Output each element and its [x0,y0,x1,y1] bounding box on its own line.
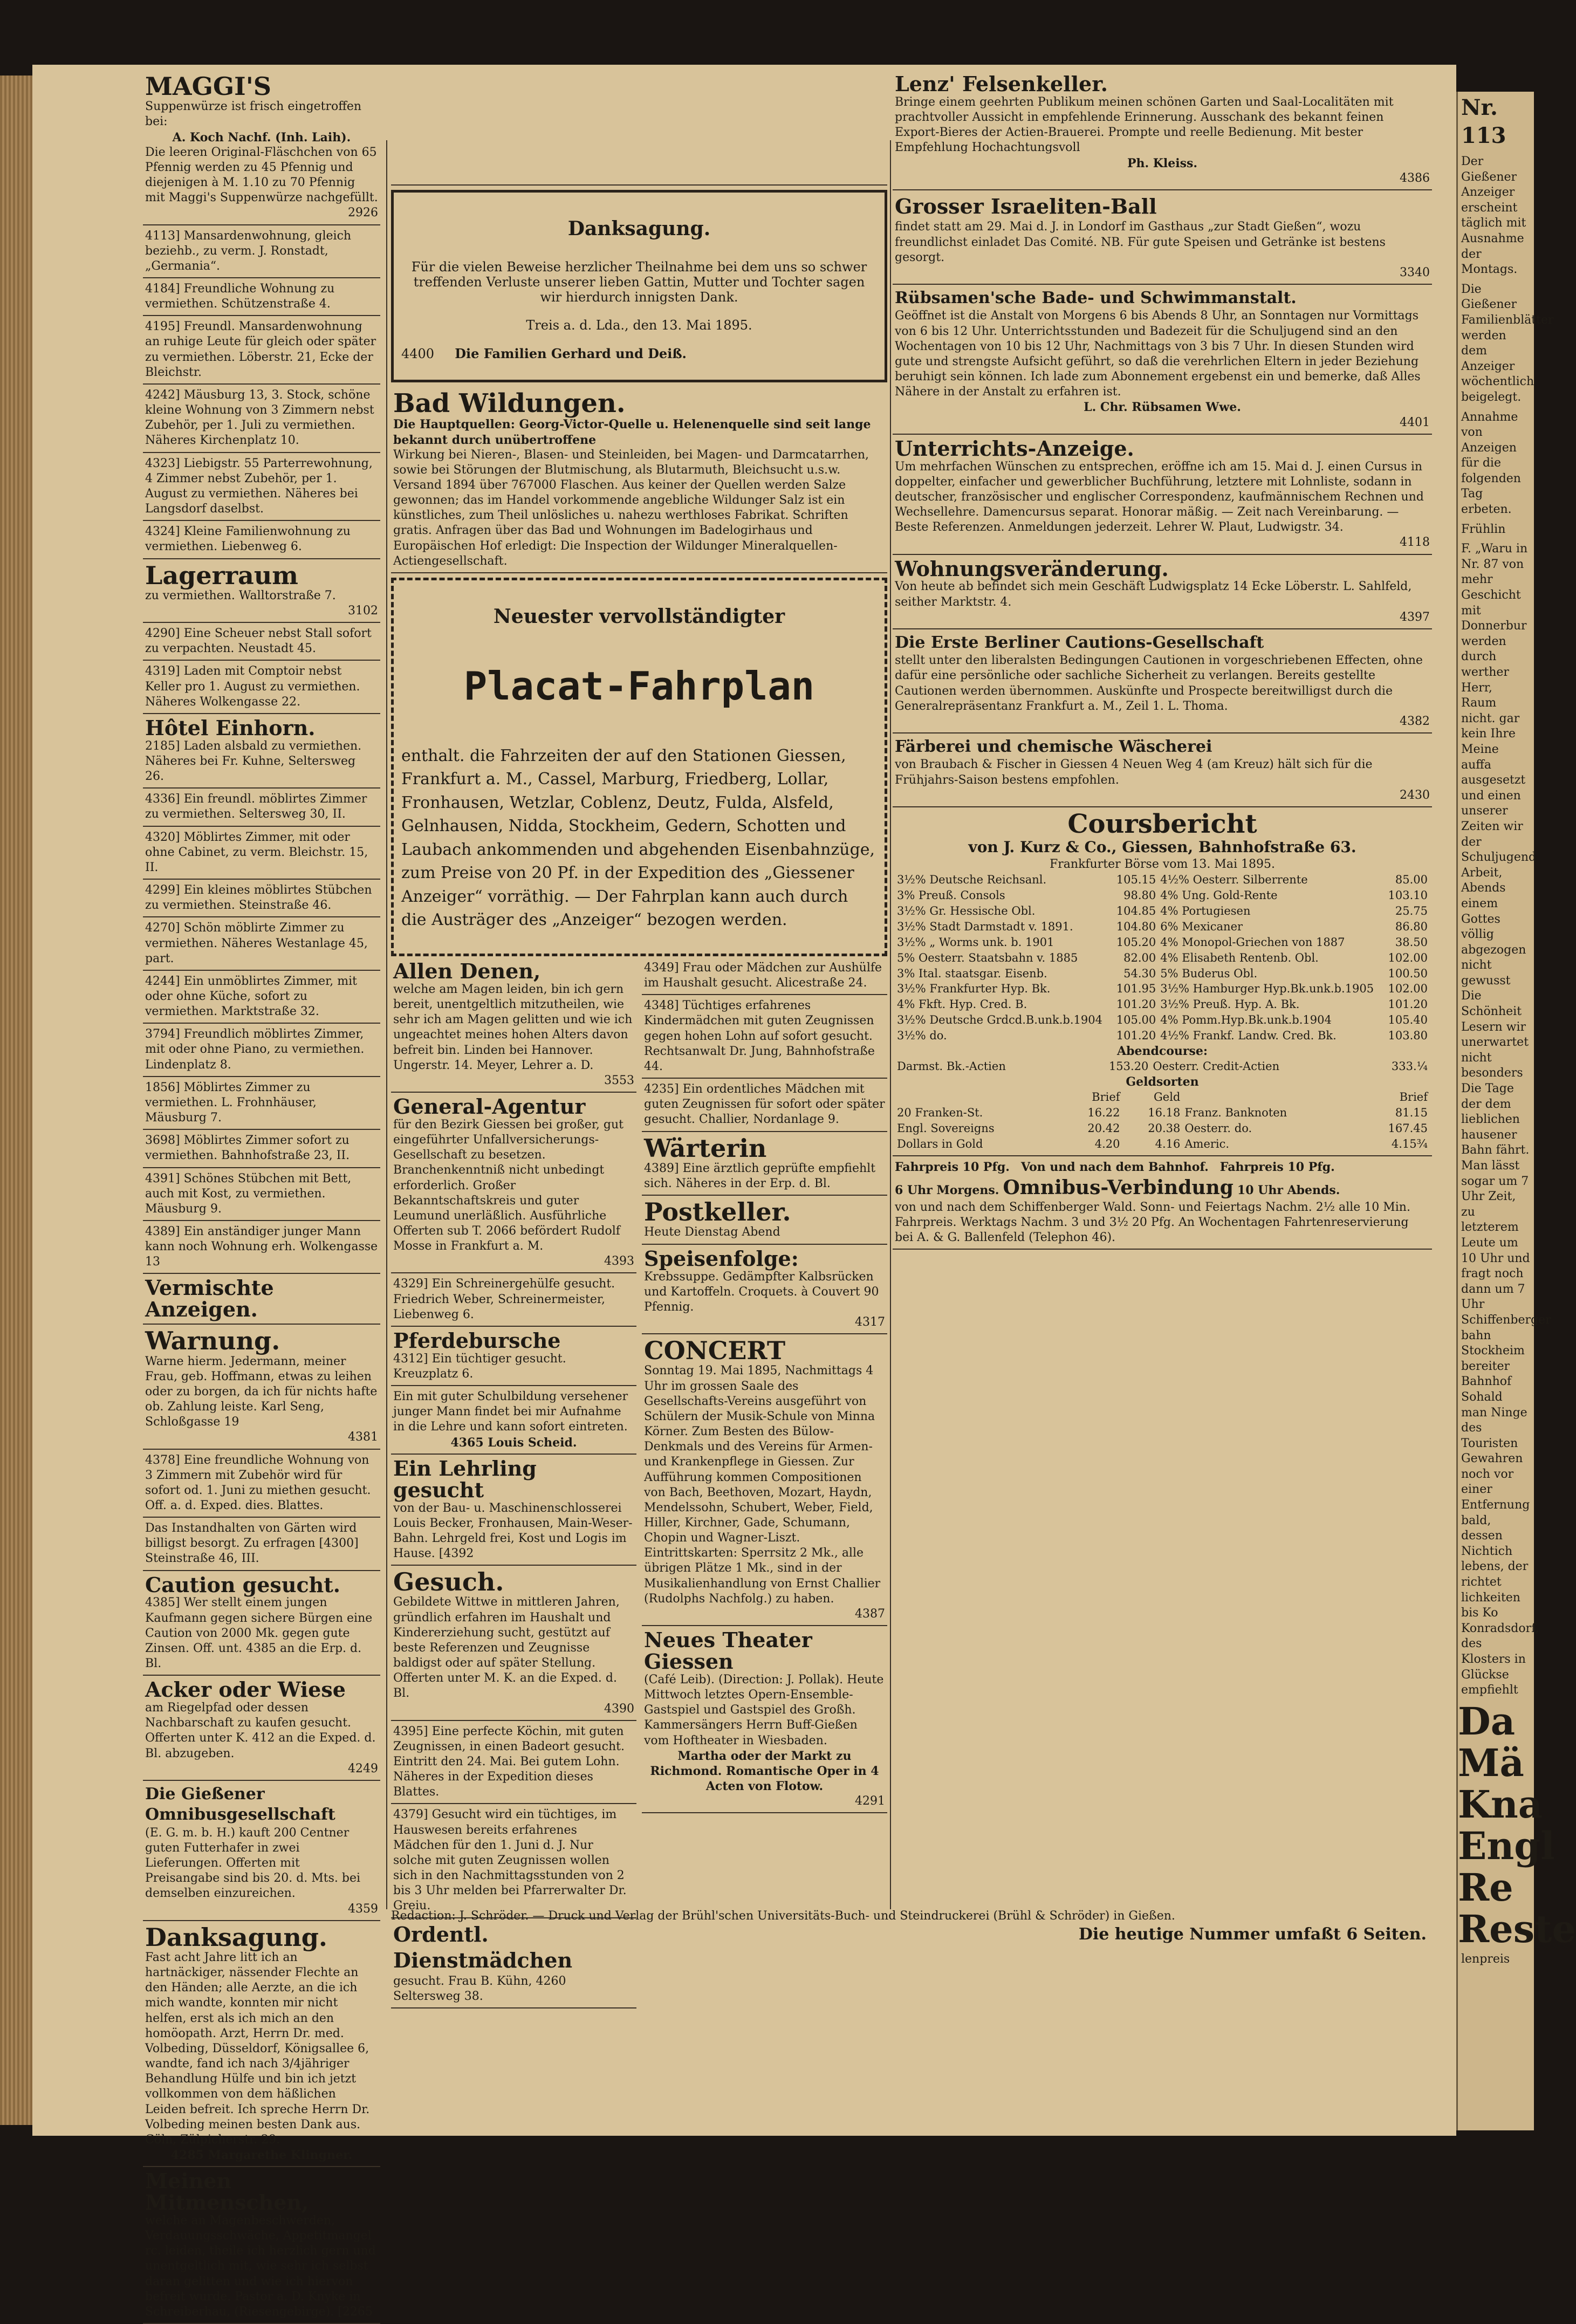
next-page-text: lenpreis [1461,1952,1510,1966]
ad-block [391,957,636,1093]
ad-text: 1856] Möblirtes Zimmer zu vermiethen. L. Frohnhäuser, Mäusburg 7. [145,1080,317,1125]
page-footer [391,1909,1427,1946]
ad-block [143,2167,380,2324]
ad-text: 4195] Freundl. Mansardenwohnung an ruhige Leute für gleich oder später zu vermiethen. Löberstr. 21, Ecke der Bleichstr. [145,320,376,379]
table-cell: 3½% Deutsche Reichsanl. [897,873,1047,887]
table-cell: 4% Fkft. Hyp. Cred. B. [897,998,1027,1011]
column-rule [890,140,891,1909]
table-cell: 85.00 [1395,873,1428,887]
ad-block [642,995,887,1079]
ad-text: 4299] Ein kleines möblirtes Stübchen zu vermiethen. Steinstraße 46. [145,883,372,913]
danksagung-num: 4400 [401,346,435,361]
table-row [895,872,1430,888]
table-row [895,981,1430,997]
ad-text: welche am Magen leiden, bin ich gern bereit, unentgeltlich mitzutheilen, wie sehr ich am Magen gelitten und wie ich ungeachtet meines hohen Alters davon befreit bin. Linden bei Hannover. Ungerstr. 14. Meyer, Lehrer a. D. [393,982,633,1072]
table-cell: Oesterr. Credit-Actien [1153,1060,1280,1073]
table-cell: 3½% Preuß. Hyp. A. Bk. [1160,998,1300,1011]
table-cell: 101.20 [1116,1029,1156,1043]
next-page-text: Kna [1458,1781,1543,1827]
ad-head: Pferdebursche [393,1328,561,1353]
table-row [895,997,1430,1012]
abend-table [895,1059,1430,1074]
next-page-text: Engl [1458,1823,1555,1868]
ad-block [143,1221,380,1274]
table-cell: 4% Monopol-Griechen von 1887 [1160,935,1345,949]
table-cell: 105.20 [1116,935,1156,949]
ad-text: 3698] Möblirtes Zimmer sofort zu vermiethen. Bahnhofstraße 23, II. [145,1134,350,1163]
course-table [895,872,1430,1044]
next-page-text: Annahme von Anzeigen für die folgenden Tag erbeten. [1461,410,1521,517]
ad-block [143,1077,380,1130]
ad-head: Allen Denen, [393,959,541,983]
omnibus-title: Omnibus-Verbindung [1003,1176,1234,1199]
ad-text: Von heute ab befindet sich mein Geschäft Ludwigsplatz 14 Ecke Löberstr. L. Sahlfeld, seither Marktstr. 4. [895,580,1412,609]
ad-text: 4290] Eine Scheuer nebst Stall sofort zu verpachten. Neustadt 45. [145,627,372,656]
table-cell: 105.00 [1116,1013,1156,1027]
ad-block [143,453,380,522]
ad-block [893,190,1432,285]
ad-head: Unterrichts-Anzeige. [895,436,1134,461]
ad-block [893,285,1432,435]
danksagung-sign: Die Familien Gerhard und Deiß. [455,346,687,361]
table-cell: 4.15¾ [1391,1137,1428,1150]
ad-text: Gebildete Wittwe in mittleren Jahren, gründlich erfahren im Haushalt und Kindererziehung sucht, gestützt auf beste Referenzen und Zeugnisse baldigst oder auf später Stellung. Offerten unter M. K. an die Exped. d. Bl. [393,1595,620,1701]
table-row [895,950,1430,966]
ad-block [893,733,1432,807]
wildungen-ad [391,387,887,573]
ad-head: MAGGI'S [145,72,271,101]
omnibus-right2: 10 Uhr Abends. [1237,1183,1340,1197]
ad-block [642,1626,887,1813]
coursbericht-sub: Frankfurter Börse vom 13. Mai 1895. [1050,858,1275,872]
table-row [895,1012,1430,1028]
ad-num: 4382 [1400,714,1430,728]
table-cell: 3½% Hamburger Hyp.Bk.unk.b.1905 [1160,982,1374,996]
ad-block [143,1325,380,1449]
omnibus-left: Fahrpreis 10 Pfg. [895,1160,1010,1174]
geld-head: Brief [1092,1091,1120,1104]
ad-head: Vermischte Anzeigen. [145,1276,274,1322]
coursbericht-firm: von J. Kurz & Co., Giessen, Bahnhofstraße 63. [968,838,1356,856]
danksagung-title: Danksagung. [567,217,711,240]
table-cell: 81.15 [1395,1106,1428,1119]
ad-text: 4113] Mansardenwohnung, gleich beziehb., zu verm. J. Ronstadt, „Germania“. [145,229,352,273]
table-cell: 3½% Stadt Darmstadt v. 1891. [897,920,1073,933]
ad-head: Speisenfolge: [644,1246,799,1271]
ad-text: Fast acht Jahre litt ich an hartnäckiger, nässender Flechte an den Händen; alle Aerzte, an die ich mich wandte, konnten mir nicht helfen, erst als ich mich an den homöopath. Arzt, Herrn Dr. med. Volbeding, Düsseldorf, Königsallee 6, wandte, fand ich nach 3/4jähriger Behandlung Hülfe und bin ich jetzt vollkommen von dem häßlichen Leiden befreit. Ich spreche Herrn Dr. Volbeding meinen besten Dank aus. Cöln, Zülpicherstr. 29. [145,1950,370,2147]
next-page-text: F. „Waru in Nr. 87 von mehr Geschicht mit Donnerbur werden durch werther Herr, Raum nicht. gar kein Ihre Meine auffa ausgesetzt und einen unserer Zeiten wir der Schuljugend Arbeit, Abends einem Gottes völlig abgezogen nicht gewusst Die Schönheit Lesern wir unerwartet nicht besonders Die Tage der dem lieblichen hausener Bahn fährt. Man lässt sogar um 7 Uhr Zeit, zu letzterem Leute um 10 Uhr und fragt noch dann um 7 Uhr Schiffenberger bahn Stockheim bereiter Bahnhof Sohald man Ninge des Touristen Gewahren noch vor einer Entfernung bald, dessen Nichtich lebens, der richtet lichkeiten bis Ko Konradsdorf, des Klosters in Glückse empfiehlt [1461,542,1551,1697]
table-cell: 4½% Frankf. Landw. Cred. Bk. [1160,1029,1337,1043]
danksagung-box [391,190,887,382]
ad-sub: Ph. Kleiss. [1127,156,1198,170]
ad-text: 4336] Ein freundl. möblirtes Zimmer zu vermiethen. Seltersweg 30, II. [145,792,367,821]
ad-num: 4291 [855,1794,885,1808]
ad-num: 4381 [348,1430,378,1444]
ad-text: 4184] Freundliche Wohnung zu vermiethen. Schützenstraße 4. [145,282,335,311]
ad-block [143,316,380,385]
geld-title: Geldsorten [1126,1074,1199,1089]
ad-block [391,1455,636,1566]
table-cell: 4.20 [1094,1137,1120,1150]
table-row [895,1121,1430,1136]
ad-block [143,1676,380,1781]
ad-num: 3340 [1400,265,1430,279]
table-cell: Franz. Banknoten [1184,1106,1287,1119]
column-right [893,70,1432,1250]
ad-num: 3102 [348,604,378,618]
wildungen-text: Wirkung bei Nieren-, Blasen- und Steinleiden, bei Magen- und Darmcatarrhen, sowie bei Störungen der Blutmischung, als Blutarmuth, Bleichsucht u.s.w. Versand 1894 über 767000 Flaschen. Aus keiner der Quellen werden Salze gewonnen; das im Handel vorkommende angebliche Wildunger Salz ist ein künstliches, zum Theil unlösliches u. nahezu werthloses Fabrikat. Schriften gratis. Anfragen über das Bad und Wohnungen im Badelogirhaus und Europäischen Hof erledigt: Die Inspection der Wildunger Mineralquellen-Actiengesellschaft. [393,448,869,568]
book-edge [0,76,32,2125]
ad-text: 4320] Möblirtes Zimmer, mit oder ohne Cabinet, zu verm. Bleichstr. 15, II. [145,830,368,874]
ad-text: 4395] Eine perfecte Köchin, mit guten Zeugnissen, in einen Badeort gesucht. Eintritt den 24. Mai. Bei gutem Lohn. Näheres in der Expedition dieses Blattes. [393,1724,625,1799]
table-cell: 16.22 [1087,1106,1120,1119]
column-middle-left [391,957,636,2008]
ad-head: Die Gießener Omnibusgesellschaft [145,1784,335,1825]
table-cell: 3% Ital. staatsgar. Eisenb. [897,966,1047,980]
ad-text: 4242] Mäusburg 13, 3. Stock, schöne kleine Wohnung von 3 Zimmern nebst Zubehör, per 1. Juli zu vermiethen. Näheres Kirchenplatz 10. [145,388,374,448]
ad-block [642,1079,887,1132]
ad-block [642,1132,887,1196]
ad-block [143,385,380,453]
ad-num: 4393 [604,1254,634,1269]
table-cell: 3½% do. [897,1029,947,1043]
ad-text: 4319] Laden mit Comptoir nebst Keller pro 1. August zu vermiethen. Näheres Wolkengasse 22. [145,664,360,709]
next-page-text: Frühlin [1461,522,1506,536]
omnibus-right: Fahrpreis 10 Pfg. [1219,1160,1335,1174]
table-cell: 101.95 [1116,982,1156,996]
table-cell: 100.50 [1388,966,1428,980]
imprint: Redaction: J. Schröder. — Druck und Verlag der Brühl'schen Universitäts-Buch- und Steindruckerei (Brühl & Schröder) in Gießen. [391,1909,1175,1923]
ad-num: 2926 [348,206,378,220]
ad-block [143,1571,380,1676]
ad-head: Acker oder Wiese [145,1677,346,1702]
ad-head: Caution gesucht. [145,1572,341,1597]
column-middle-right [642,957,887,1813]
table-cell: 20 Franken-St. [897,1106,983,1119]
next-page-text: Mä [1458,1740,1524,1785]
ad-block [143,1781,380,1921]
abend-title: Abendcourse: [1117,1044,1208,1058]
ad-text: 4391] Schönes Stübchen mit Bett, auch mit Kost, zu vermiethen. Mäusburg 9. [145,1171,352,1216]
table-row [895,888,1430,903]
ad-text: am Riegelpfad oder dessen Nachbarschaft zu kaufen gesucht. Offerten unter K. 412 an die Exped. d. Bl. abzugeben. [145,1701,376,1760]
wildungen-side: Die Hauptquellen: Georg-Victor-Quelle u. Helenenquelle sind seit lange bekannt durch unübertroffene [393,417,871,447]
ad-block [143,789,380,826]
ad-num: 2430 [1400,788,1430,802]
omnibus-mid: Von und nach dem Bahnhof. [1020,1160,1209,1174]
ad-text: 4348] Tüchtiges erfahrenes Kindermädchen mit guten Zeugnissen gegen hohen Lohn auf sofort gesucht. Rechtsanwalt Dr. Jung, Bahnhofstraße 44. [644,999,875,1073]
table-cell: 98.80 [1123,889,1156,902]
table-cell: 5% Buderus Obl. [1160,966,1258,980]
ad-block [642,957,887,995]
ad-block [143,714,380,789]
ad-head: Ein Lehrling gesucht [393,1456,537,1502]
ad-text: Das Instandhalten von Gärten wird billigst besorgt. Zu erfragen [4300] Steinstraße 46, III. [145,1521,359,1566]
ad-num: 4401 [1400,415,1430,429]
omnibus-ad [893,1156,1432,1250]
ad-head: Neues Theater Giessen [644,1628,812,1674]
ad-head: General-Agentur [393,1094,586,1119]
table-cell: 4% Ung. Gold-Rente [1160,889,1278,902]
table-cell: 101.20 [1388,998,1428,1011]
ad-head: Lagerraum [145,560,298,590]
ad-text: von der Bau- u. Maschinenschlosserei Louis Becker, Fronhausen, Main-Weser-Bahn. Lehrgeld frei, Kost und Logis im Hause. [4392 [393,1501,633,1560]
ad-head: Färberei und chemische Wäscherei [895,737,1212,757]
ad-block [893,70,1432,190]
next-page-text: Re [1458,1864,1513,1910]
table-cell: 103.80 [1388,1029,1428,1043]
ad-head: Wohnungsveränderung. [895,556,1169,581]
ad-block [143,70,380,225]
table-row [895,966,1430,982]
omnibus-text: von und nach dem Schiffenberger Wald. Sonn- und Feiertags Nachm. 2½ alle 10 Min. Fahrpreis. Werktags Nachm. 3 und 3½ 20 Pfg. An Wochentagen Fahrtenreservierung bei A. & G. Ballenfeld (Telephon 46). [895,1200,1410,1245]
ad-block [143,623,380,661]
table-cell: 82.00 [1123,951,1156,964]
ad-text: Bringe einem geehrten Publikum meinen schönen Garten und Saal-Localitäten mit prachtvoller Aussicht in empfehlende Erinnerung. Ausschank des bekannt feinen Export-Bieres der Actien-Brauerei. Prompte und reelle Bedienung. Mit bester Empfehlung Hochachtungsvoll [895,95,1394,155]
table-cell: 167.45 [1388,1121,1428,1135]
ad-sub: A. Koch Nachf. (Inh. Laih). [172,130,351,145]
coursbericht-title: Coursbericht [1067,808,1257,839]
geld-head: Geld [1154,1091,1181,1104]
ad-block [143,827,380,880]
table-row [895,1028,1430,1044]
ad-text: 4379] Gesucht wird ein tüchtiges, im Hauswesen bereits erfahrenes Mädchen für den 1. Juni d. J. Nur solche mit guten Zeugnissen wollen sich in den Nachmittagsstunden von 2 bis 3 Uhr melden bei Pfarrerwalter Dr. Greiu. [393,1808,627,1913]
table-row [895,919,1430,935]
table-cell: 16.18 [1148,1106,1181,1119]
ad-block [143,278,380,316]
table-row [895,903,1430,919]
ad-text: 4389] Ein anständiger junger Mann kann noch Wohnung erh. Wolkengasse 13 [145,1225,378,1269]
table-cell: 3½% Gr. Hessische Obl. [897,904,1036,918]
pages-note: Die heutige Nummer umfaßt 6 Seiten. [1078,1925,1427,1944]
table-row [895,935,1430,950]
table-cell: 4% Pomm.Hyp.Bk.unk.b.1904 [1160,1013,1332,1027]
ad-text: 4270] Schön möblirte Zimmer zu vermiethen. Näheres Westanlage 45, part. [145,921,368,965]
table-row [895,1105,1430,1121]
table-cell: Dollars in Gold [897,1137,983,1150]
ad-num: 4359 [348,1902,378,1916]
ad-text: von Braubach & Fischer in Giessen 4 Neuen Weg 4 (am Kreuz) hält sich für die Frühjahrs-Saison bestens empfohlen. [895,758,1373,787]
table-cell: 4.16 [1155,1137,1181,1150]
ad-block [391,1804,636,1918]
wildungen-title: Bad Wildungen. [393,388,626,419]
ad-block [391,1386,636,1455]
next-page-text: Der Gießener Anzeiger erscheint täglich mit Ausnahme der Montags. [1461,155,1526,277]
ad-text: für den Bezirk Giessen bei großer, gut eingeführter Unfallversicherungs-Gesellschaft zu besetzen. Branchenkenntniß nicht unbedingt erforderlich. Großer Bekanntschaftskreis und guter Leumund unerläßlich. Ausführliche Offerten sub T. 2066 befördert Rudolf Mosse in Frankfurt a. M. [393,1118,624,1253]
ad-text: stellt unter den liberalsten Bedingungen Cautionen in vorgeschriebenen Effecten, ohne dafür eine persönliche oder sachliche Sicherheit zu verlangen. Bereits gestellte Cautionen werden übernommen. Auskünfte und Prospecte bereitwilligst durch die Generalrepräsentanz Frankfurt a. M., Zeil 1. L. Thoma. [895,654,1423,713]
ad-text: (Café Leib). (Direction: J. Pollak). Heute Mittwoch letztes Opern-Ensemble-Gastspiel und Gastspiel des Großh. Kammersängers Herrn Buff-Gießen vom Hoftheater in Wiesbaden. [644,1672,884,1747]
next-page-text: Die Gießener Familienblätter werden dem Anzeiger wöchentlich beigelegt. [1461,282,1554,404]
ad-block [143,1450,380,1518]
table-cell: 20.38 [1148,1121,1181,1135]
column-left [143,70,380,2324]
ad-text: 4349] Frau oder Mädchen zur Aushülfe im Haushalt gesucht. Alicestraße 24. [644,961,882,990]
ad-block [143,1130,380,1168]
ad-block [642,1245,887,1335]
ad-block [893,555,1432,629]
table-cell: 105.40 [1388,1013,1428,1027]
ad-text: 4323] Liebigstr. 55 Parterrewohnung, 4 Zimmer nebst Zubehör, per 1. August zu vermiethen. Näheres bei Langsdorf daselbst. [145,456,373,516]
ad-block [391,1566,636,1721]
table-cell: 20.42 [1087,1121,1120,1135]
ad-num: 4390 [604,1702,634,1716]
ad-num: 4249 [348,1761,378,1775]
ad-block [893,435,1432,555]
table-cell: 4% Elisabeth Rentenb. Obl. [1160,951,1319,964]
ad-block [143,1168,380,1221]
table-cell: 3½% Deutsche Grdcd.B.unk.b.1904 [897,1013,1102,1027]
table-cell: 54.30 [1123,966,1156,980]
ad-sub: L. Chr. Rübsamen Wwe. [1084,400,1241,415]
table-cell: 333.¼ [1391,1060,1428,1073]
ad-text: welche an Magenbeschwerden, Verdauungsschwäche, Appetitmangel rc. leiden, theile ich herzlich gern und unentgeltlich mit, wie sehr ich selbst daran gelitten und wie ich hiervon befreit wurde. Pastor a. D. Knyke in Schreiberhau, (Riesengebirge). [2265 [145,2213,376,2319]
ad-head: Hôtel Einhorn. [145,715,316,740]
placat-box [391,578,887,956]
ad-text: 4235] Ein ordentliches Mädchen mit guten Zeugnissen für sofort oder später gesucht. Challier, Nordanlage 9. [644,1082,885,1127]
ad-text: 4244] Ein unmöblirtes Zimmer, mit oder ohne Küche, sofort zu vermiethen. Marktstraße 32. [145,974,357,1019]
ad-text: 4389] Eine ärztlich geprüfte empfiehlt sich. Näheres in der Erp. d. Bl. [644,1161,876,1191]
column-rule [386,140,387,1909]
ad-note: Die leeren Original-Fläschchen von 65 Pfennig werden zu 45 Pfennig und diejenigen à M. 1.10 zu 70 Pfennig mit Maggi's Suppenwürze nachgefüllt. [145,145,378,205]
ad-text: 4378] Eine freundliche Wohnung von 3 Zimmern mit Zubehör wird für sofort od. 1. Juni zu miethen gesucht. Off. a. d. Exped. dies. Blattes. [145,1453,371,1512]
ad-text: Geöffnet ist die Anstalt von Morgens 6 bis Abends 8 Uhr, an Sonntagen nur Vormittags von 6 bis 12 Uhr. Unterrichtsstunden und Badezeit für die Schuljugend sind an den Wochentagen von 10 bis 12 Uhr, Nachmittags von 3 bis 7 Uhr. In diesen Stunden wird gute und strengste Aufsicht geführt, so daß die verehrlichen Eltern in jeder Beziehung beruhigt sein können. Ich lade zum Abonnement ergebenst ein und bemerke, daß Alles Nähere in der Anstalt zu erfahren ist. [895,309,1421,399]
ad-head: Rübsamen'sche Bade- und Schwimmanstalt. [895,289,1297,308]
placat-text: enthalt. die Fahrzeiten der auf den Stationen Giessen, Frankfurt a. M., Cassel, Marburg, Friedberg, Lollar, Fronhausen, Wetzlar, Coblenz, Deutz, Fulda, Alsfeld, Gelnhausen, Nidda, Stockheim, Gedern, Schotten und Laubach ankommenden und abgehenden Eisenbahnzüge, zum Preise von 20 Pf. in der Expedition des „Giessener Anzeiger“ vorräthig. — Der Fahrplan kann auch durch die Austräger des „Anzeiger“ bezogen werden. [401,746,875,930]
table-cell: 3½% Frankfurter Hyp. Bk. [897,982,1051,996]
table-cell: Oesterr. do. [1184,1121,1252,1135]
table-cell: 105.15 [1116,873,1156,887]
next-page-edge [1456,92,1576,2130]
ad-text: zu vermiethen. Walltorstraße 7. [145,588,336,602]
ad-text: 4324] Kleine Familienwohnung zu vermiethen. Liebenweg 6. [145,525,351,554]
table-cell: Engl. Sovereigns [897,1121,995,1135]
table-cell: 104.80 [1116,920,1156,933]
table-cell: 3% Preuß. Consols [897,889,1005,902]
table-cell: Americ. [1184,1137,1230,1150]
table-row [895,1136,1430,1152]
ad-block [391,1273,636,1326]
ad-num: 4118 [1400,536,1430,550]
placat-title: Placat-Fahrplan [463,663,815,709]
ad-num: 3553 [604,1073,634,1087]
ad-head: Meinen Mitmenschen, [145,2169,309,2215]
table-cell: 38.50 [1395,935,1428,949]
table-cell: 101.20 [1116,998,1156,1011]
table-cell: 104.85 [1116,904,1156,918]
ad-text: 4312] Ein tüchtiger gesucht. Kreuzplatz 6. [393,1352,566,1381]
ad-text: 4329] Ein Schreinergehülfe gesucht. Friedrich Weber, Schreinermeister, Liebenweg 6. [393,1277,615,1321]
ad-text: 3794] Freundlich möblirtes Zimmer, mit oder ohne Piano, zu vermiethen. Lindenplatz 8. [145,1027,365,1072]
ad-block [143,1024,380,1077]
table-cell: 102.00 [1388,982,1428,996]
ad-head: Warnung. [145,1326,280,1356]
geld-table [895,1089,1430,1152]
ad-sub: 4285 Margarethe Klingner. [170,2148,353,2162]
next-page-head: Nr. 113 [1461,95,1506,148]
ad-text: 2185] Laden alsbald zu vermiethen. Näheres bei Fr. Kuhne, Seltersweg 26. [145,739,362,784]
ad-head: Danksagung. [145,1922,327,1952]
ad-block [143,559,380,623]
danksagung-text: Für die vielen Beweise herzlicher Theilnahme bei dem uns so schwer treffenden Verluste unserer lieben Gattin, Mutter und Tochter sagen wir hierdurch innigsten Dank. [411,259,867,305]
table-row [895,1059,1430,1074]
ad-num: 4397 [1400,610,1430,624]
table-cell: 4% Portugiesen [1160,904,1251,918]
ad-text: gesucht. Frau B. Kühn, 4260 Seltersweg 38. [393,1974,566,2003]
table-cell: 103.10 [1388,889,1428,902]
table-cell: 5% Oesterr. Staatsbahn v. 1885 [897,951,1078,964]
ad-num: 4317 [855,1315,885,1329]
ad-sub: Martha oder der Markt zu Richmond. Romantische Oper in 4 Acten von Flotow. [650,1749,879,1793]
ad-head: Wärterin [644,1133,767,1163]
ad-num: 4387 [855,1607,885,1621]
ad-head: Grosser Israeliten-Ball [895,194,1157,218]
geld-head: Brief [1399,1091,1428,1104]
ad-block [143,1274,380,1325]
table-cell: 86.80 [1395,920,1428,933]
ad-text: Ein mit guter Schulbildung versehener junger Mann findet bei mir Aufnahme in die Lehre und kann sofort eintreten. [393,1390,628,1434]
ad-text: Sonntag 19. Mai 1895, Nachmittags 4 Uhr im grossen Saale des Gesellschafts-Vereins ausgeführt von Schülern der Musik-Schule von Minna Körner. Zum Besten des Bülow-Denkmals und des Vereins für Armen- und Krankenpflege in Giessen. Zur Aufführung kommen Compositionen von Bach, Beethoven, Mozart, Haydn, Mendelssohn, Schubert, Weber, Field, Hiller, Kirchner, Gade, Schumann, Chopin und Wagner-Liszt. Eintrittskarten: Sperrsitz 2 Mk., alle übrigen Plätze 1 Mk., sind in der Musikalienhandlung von Ernst Challier (Rudolphs Nachfolg.) zu haben. [644,1364,881,1606]
table-cell: 102.00 [1388,951,1428,964]
ad-block [143,971,380,1024]
ad-sub: 4365 Louis Scheid. [450,1435,577,1450]
ad-block [391,1327,636,1386]
ad-block [391,1093,636,1273]
coursbericht [893,807,1432,1156]
ad-num: 4386 [1400,171,1430,185]
table-cell: 25.75 [1395,904,1428,918]
ad-head: Lenz' Felsenkeller. [895,72,1108,96]
ad-head: Postkeller. [644,1197,791,1227]
table-cell: 6% Mexicaner [1160,920,1243,933]
ad-block [642,1196,887,1244]
ad-text: (E. G. m. b. H.) kauft 200 Centner guten Futterhafer in zwei Lieferungen. Offerten mit Preisangabe sind bis 20. d. Mts. bei demselben einzureichen. [145,1826,361,1901]
ad-block [391,1721,636,1805]
ad-block [143,917,380,970]
danksagung-place: Treis a. d. Lda., den 13. Mai 1895. [526,318,752,333]
ad-block [143,1921,380,2167]
spacer-top [391,70,887,186]
table-cell: Darmst. Bk.-Actien [897,1060,1006,1073]
table-cell: 4½% Oesterr. Silberrente [1160,873,1308,887]
ad-text: Suppenwürze ist frisch eingetroffen bei: [145,100,362,129]
ad-text: findet statt am 29. Mai d. J. in Londorf im Gasthaus „zur Stadt Gießen“, wozu freundlichst einladet Das Comité. NB. Für gute Speisen und Getränke ist bestens gesorgt. [895,220,1386,264]
ad-block [143,521,380,559]
ad-block [143,1518,380,1571]
ad-block [143,661,380,714]
next-page-text: Da [1458,1698,1516,1744]
next-page-text: Reste [1458,1906,1576,1951]
ad-text: 4385] Wer stellt einem jungen Kaufmann gegen sichere Bürgen eine Caution von 2000 Mk. gegen gute Zinsen. Off. unt. 4385 an die Erp. d. Bl. [145,1596,373,1671]
ad-text: Krebssuppe. Gedämpfter Kalbsrücken und Kartoffeln. Croquets. à Couvert 90 Pfennig. [644,1270,879,1314]
table-cell: 3½% „ Worms unk. b. 1901 [897,935,1054,949]
ad-head: Die Erste Berliner Cautions-Gesellschaft [895,633,1264,652]
ad-block [642,1334,887,1626]
ad-block [143,880,380,917]
ad-head: CONCERT [644,1336,786,1366]
ad-head: Gesuch. [393,1567,504,1597]
ad-text: Um mehrfachen Wünschen zu entsprechen, eröffne ich am 15. Mai d. J. einen Cursus in doppelter, einfacher und gewerblicher Buchführung, letztere mit Lohnliste, sodann in deutscher, französischer und englischer Correspondenz, kaufmännischem Rechnen und Wechsellehre. Damencursus separat. Honorar mäßig. — Zeit nach Vereinbarung. — Beste Referenzen. Anmeldungen jederzeit. Lehrer W. Plaut, Ludwigstr. 34. [895,460,1424,534]
table-cell: 153.20 [1108,1060,1149,1073]
omnibus-left2: 6 Uhr Morgens. [895,1183,999,1197]
ad-block [893,629,1432,733]
column-middle [391,70,887,961]
ad-text: Warne hierm. Jedermann, meiner Frau, geb. Hoffmann, etwas zu leihen oder zu borgen, da ich für nichts hafte ob. Zahlung leiste. Karl Seng, Schloßgasse 19 [145,1354,378,1429]
ad-text: Heute Dienstag Abend [644,1225,780,1239]
ad-head: Ordentl. Dienstmädchen [393,1922,573,1973]
placat-kicker: Neuester vervollständigter [493,605,785,628]
ad-block [143,225,380,278]
